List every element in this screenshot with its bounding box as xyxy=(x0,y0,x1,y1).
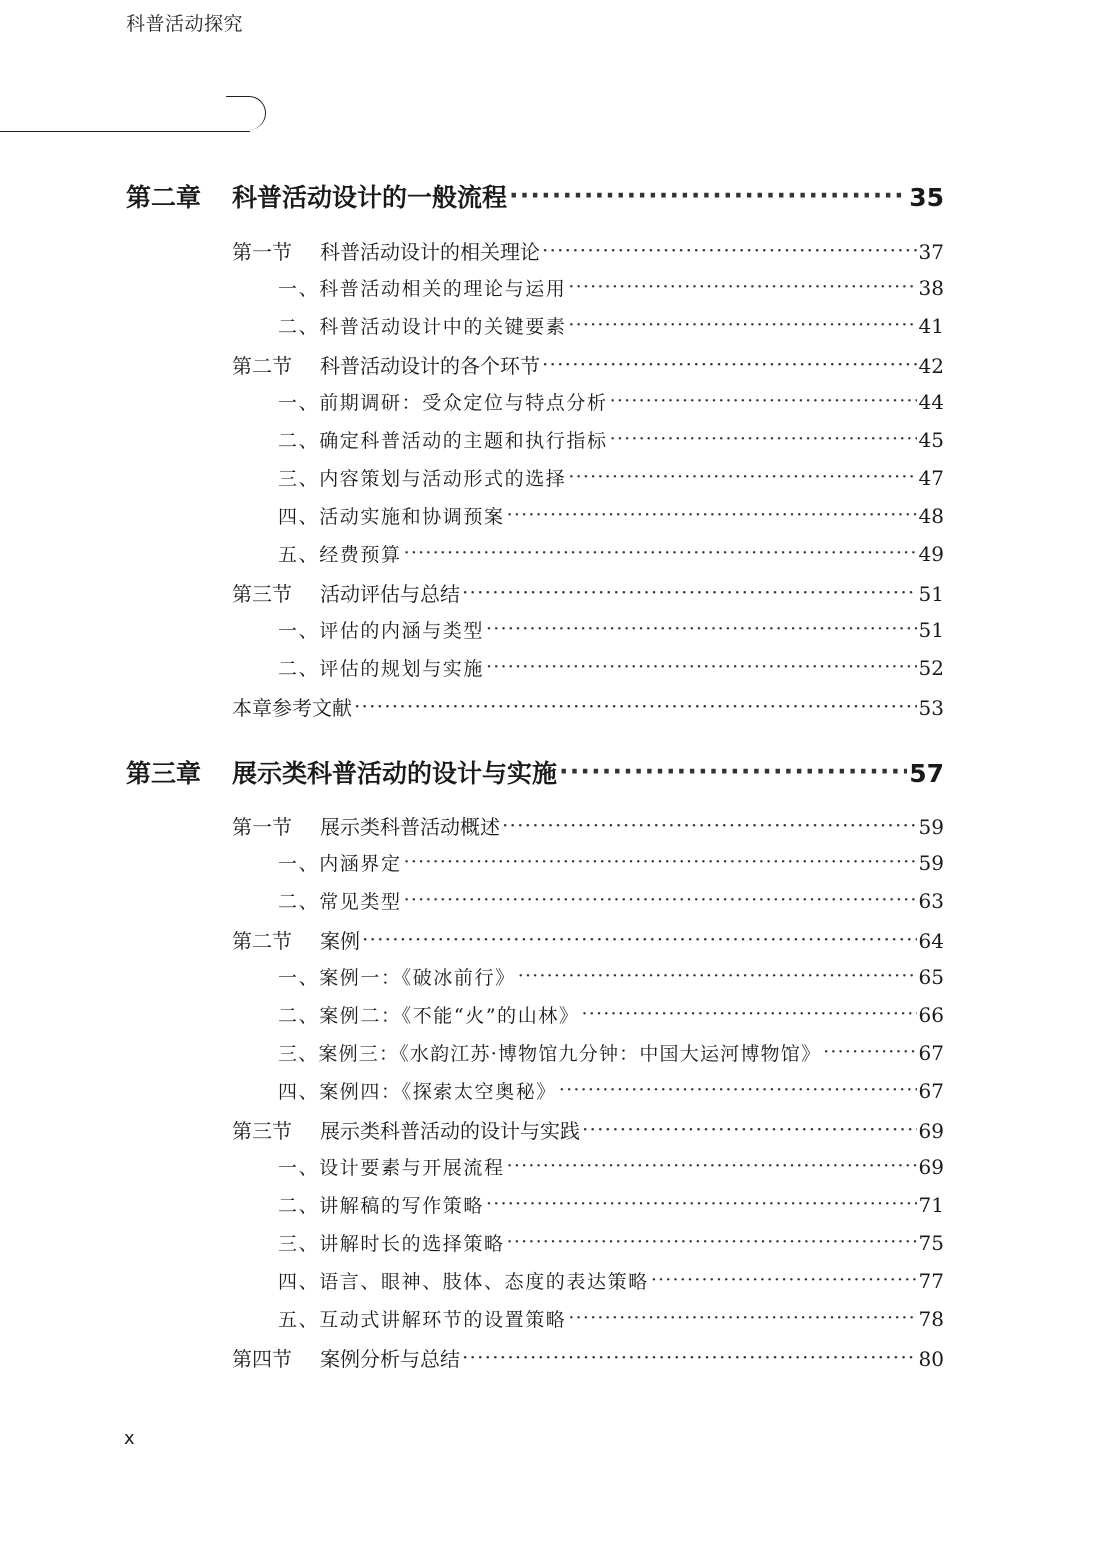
toc-item[interactable] xyxy=(278,616,944,646)
leader-dots xyxy=(651,1269,917,1291)
leader-dots xyxy=(568,276,916,298)
item-title: 二、常见类型 xyxy=(278,891,402,913)
leader-dots xyxy=(509,181,907,210)
leader-dots xyxy=(518,965,917,987)
page-number: 80 xyxy=(918,1347,944,1371)
leader-dots xyxy=(486,1193,917,1215)
page-number: 78 xyxy=(918,1307,944,1331)
chapter-number: 第三章 xyxy=(126,759,202,788)
references-title: 本章参考文献 xyxy=(232,696,352,720)
leader-dots xyxy=(404,542,917,564)
toc-section[interactable] xyxy=(232,1115,944,1145)
page-number: 52 xyxy=(918,656,944,680)
leader-dots xyxy=(507,1155,917,1177)
chapter-title: 展示类科普活动的设计与实施 xyxy=(232,759,558,788)
toc-section[interactable] xyxy=(232,236,944,266)
page-number: 63 xyxy=(918,889,944,913)
section-title: 展示类科普活动的设计与实践 xyxy=(320,1119,580,1143)
page-number: 48 xyxy=(918,504,944,528)
section-title: 活动评估与总结 xyxy=(320,582,460,606)
section-title: 展示类科普活动概述 xyxy=(320,815,500,839)
section-number: 第一节 xyxy=(232,815,292,839)
leader-dots xyxy=(362,927,917,951)
leader-dots xyxy=(568,314,916,336)
page-number: 49 xyxy=(918,542,944,566)
section-title: 科普活动设计的各个环节 xyxy=(320,354,540,378)
toc-item[interactable] xyxy=(278,849,944,879)
page-number: 69 xyxy=(918,1119,944,1143)
page-number: 67 xyxy=(918,1041,944,1065)
leader-dots xyxy=(610,428,917,450)
item-title: 二、评估的规划与实施 xyxy=(278,658,485,680)
toc-item[interactable] xyxy=(278,1305,944,1335)
item-title: 一、科普活动相关的理论与运用 xyxy=(278,278,567,300)
toc-item[interactable] xyxy=(278,502,944,532)
toc-item[interactable] xyxy=(278,388,944,418)
running-header xyxy=(0,94,268,132)
toc-item[interactable] xyxy=(278,654,944,684)
page-number: 47 xyxy=(918,466,944,490)
leader-dots xyxy=(610,390,917,412)
toc-section[interactable] xyxy=(232,811,944,841)
page-number: 45 xyxy=(918,428,944,452)
toc-item[interactable] xyxy=(278,274,944,304)
toc-item[interactable] xyxy=(278,540,944,570)
item-title: 一、前期调研：受众定位与特点分析 xyxy=(278,392,608,414)
leader-dots xyxy=(823,1041,916,1063)
toc-section[interactable] xyxy=(232,350,944,380)
toc-item[interactable] xyxy=(278,1153,944,1183)
leader-dots xyxy=(462,580,917,604)
section-number: 第四节 xyxy=(232,1347,292,1371)
leader-dots xyxy=(486,618,917,640)
leader-dots xyxy=(542,352,917,376)
page-number: 67 xyxy=(918,1079,944,1103)
leader-dots xyxy=(568,466,916,488)
toc-section[interactable] xyxy=(232,578,944,608)
page-number: 65 xyxy=(918,965,944,989)
page-number: 35 xyxy=(909,183,944,212)
page-folio: x xyxy=(124,1428,135,1449)
leader-dots xyxy=(404,851,917,873)
running-title: 科普活动探究 xyxy=(126,13,244,35)
item-title: 三、讲解时长的选择策略 xyxy=(278,1233,505,1255)
page-number: 66 xyxy=(918,1003,944,1027)
toc-item[interactable] xyxy=(278,464,944,494)
item-title: 五、经费预算 xyxy=(278,544,402,566)
page-number: 75 xyxy=(918,1231,944,1255)
item-title: 三、案例三：《水韵江苏·博物馆九分钟：中国大运河博物馆》 xyxy=(278,1043,822,1065)
leader-dots xyxy=(486,656,917,678)
page-number: 59 xyxy=(918,815,944,839)
item-title: 一、案例一：《破冰前行》 xyxy=(278,967,516,989)
toc-chapter-2[interactable] xyxy=(126,178,944,212)
item-title: 二、讲解稿的写作策略 xyxy=(278,1195,485,1217)
page-number: 41 xyxy=(918,314,944,338)
page-number: 64 xyxy=(918,929,944,953)
page-number: 37 xyxy=(918,240,944,264)
page-number: 77 xyxy=(918,1269,944,1293)
section-title: 案例 xyxy=(320,929,360,953)
leader-dots xyxy=(559,1079,917,1101)
item-title: 一、设计要素与开展流程 xyxy=(278,1157,505,1179)
toc-item[interactable] xyxy=(278,1229,944,1259)
leader-dots xyxy=(354,694,917,718)
leader-dots xyxy=(404,889,917,911)
item-title: 二、确定科普活动的主题和执行指标 xyxy=(278,430,608,452)
leader-dots xyxy=(502,813,917,837)
page-number: 57 xyxy=(909,759,944,788)
item-title: 三、内容策划与活动形式的选择 xyxy=(278,468,567,490)
section-number: 第三节 xyxy=(232,582,292,606)
item-title: 四、案例四：《探索太空奥秘》 xyxy=(278,1081,557,1103)
leader-dots xyxy=(582,1003,917,1025)
item-title: 四、语言、眼神、肢体、态度的表达策略 xyxy=(278,1271,649,1293)
item-title: 五、互动式讲解环节的设置策略 xyxy=(278,1309,567,1331)
leader-dots xyxy=(559,757,907,786)
section-number: 第三节 xyxy=(232,1119,292,1143)
toc-item[interactable] xyxy=(278,1001,944,1031)
page-number: 69 xyxy=(918,1155,944,1179)
item-title: 一、评估的内涵与类型 xyxy=(278,620,485,642)
item-title: 一、内涵界定 xyxy=(278,853,402,875)
toc-section[interactable] xyxy=(232,925,944,955)
page-number: 38 xyxy=(918,276,944,300)
toc-item[interactable] xyxy=(278,312,944,342)
section-number: 第一节 xyxy=(232,240,292,264)
toc-section[interactable] xyxy=(232,1343,944,1373)
section-title: 科普活动设计的相关理论 xyxy=(320,240,540,264)
toc-item[interactable] xyxy=(278,1077,944,1107)
leader-dots xyxy=(582,1117,917,1141)
toc-item[interactable] xyxy=(278,1267,944,1297)
section-number: 第二节 xyxy=(232,354,292,378)
page-number: 42 xyxy=(918,354,944,378)
item-title: 二、科普活动设计中的关键要素 xyxy=(278,316,567,338)
chapter-title: 科普活动设计的一般流程 xyxy=(232,183,508,212)
page-number: 71 xyxy=(918,1193,944,1217)
page-number: 51 xyxy=(918,618,944,642)
page-number: 44 xyxy=(918,390,944,414)
toc-chapter-3[interactable] xyxy=(126,754,944,788)
leader-dots xyxy=(462,1345,917,1369)
toc-item[interactable] xyxy=(278,963,944,993)
leader-dots xyxy=(507,1231,917,1253)
page-number: 59 xyxy=(918,851,944,875)
section-number: 第二节 xyxy=(232,929,292,953)
header-arc-decoration xyxy=(226,96,266,130)
item-title: 四、活动实施和协调预案 xyxy=(278,506,505,528)
toc-references[interactable] xyxy=(232,692,944,722)
leader-dots xyxy=(542,238,917,262)
leader-dots xyxy=(507,504,917,526)
toc-item[interactable] xyxy=(278,426,944,456)
section-title: 案例分析与总结 xyxy=(320,1347,460,1371)
page-number: 51 xyxy=(918,582,944,606)
page-number: 53 xyxy=(918,696,944,720)
toc-item[interactable] xyxy=(278,887,944,917)
header-rule xyxy=(0,131,250,132)
toc-item[interactable] xyxy=(278,1039,944,1069)
item-title: 二、案例二：《不能“火”的山林》 xyxy=(278,1005,580,1027)
leader-dots xyxy=(568,1307,916,1329)
toc-item[interactable] xyxy=(278,1191,944,1221)
chapter-number: 第二章 xyxy=(126,183,202,212)
